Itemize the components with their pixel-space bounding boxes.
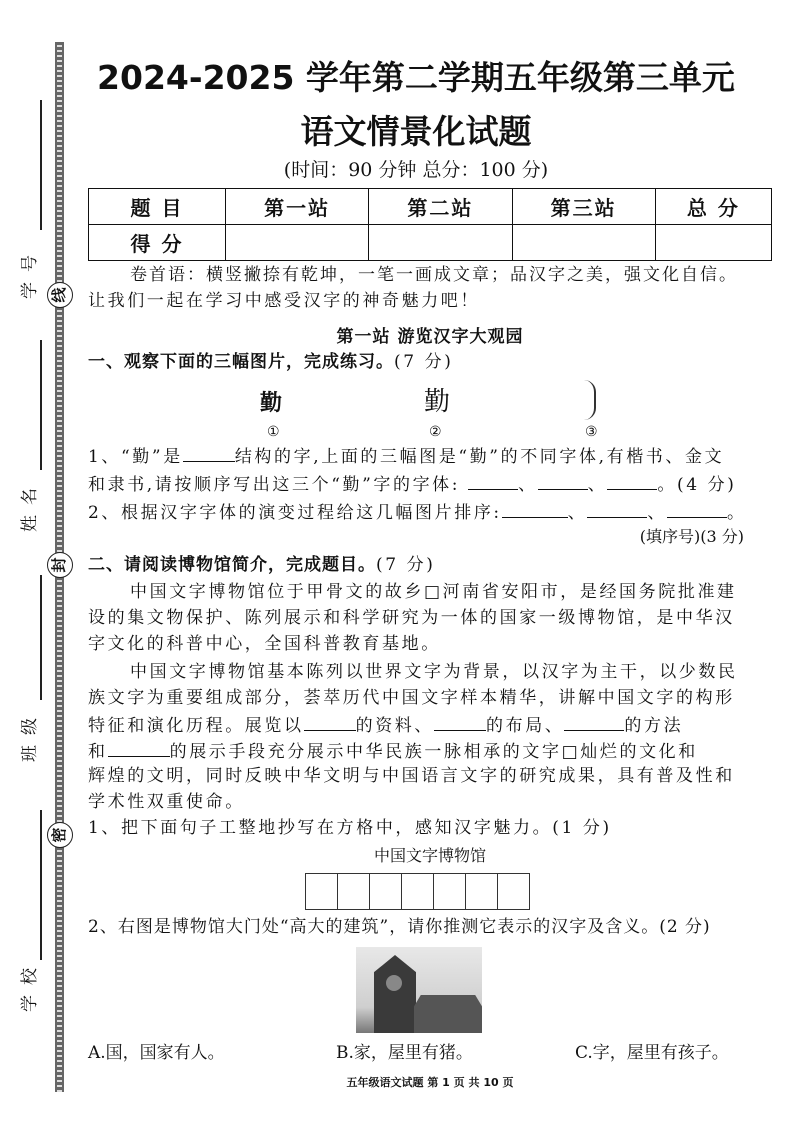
q-text: 。: [726, 503, 747, 523]
answer-blank[interactable]: [587, 499, 647, 518]
q-text: 、: [587, 475, 608, 495]
q-text: 2、根据汉字字体的演变过程给这几幅图片排序:: [88, 503, 502, 523]
exam-info: (时间：90 分钟 总分：100 分): [283, 159, 549, 181]
header-cell: 第三站: [512, 189, 655, 225]
seal-secret: 密: [47, 822, 73, 848]
question-score: (7 分): [394, 352, 454, 372]
q2-note: (填序号)(3 分): [639, 527, 744, 546]
answer-blank[interactable]: [434, 712, 486, 731]
answer-blank[interactable]: [183, 443, 235, 462]
q-text: 、: [518, 475, 538, 495]
answer-blank[interactable]: [607, 471, 657, 490]
page-title-line2: 语文情景化试题: [300, 112, 532, 151]
score-cell[interactable]: [512, 225, 655, 261]
grid-cell[interactable]: [402, 874, 434, 909]
sub-question-1: 1、把下面句子工整地抄写在方格中，感知汉字魅力。(1 分): [88, 818, 612, 838]
score-cell[interactable]: [226, 225, 369, 261]
question-score: (7 分): [376, 555, 436, 575]
glyph-number: ②: [429, 424, 442, 440]
para-text: 的方法: [624, 716, 684, 736]
glyph-number: ①: [267, 424, 280, 440]
answer-blank[interactable]: [667, 499, 727, 518]
grid-cell[interactable]: [338, 874, 370, 909]
intro-line: 让我们一起在学习中感受汉字的神奇魅力吧！: [88, 291, 480, 311]
museum-gate-photo: [356, 947, 482, 1033]
answer-blank[interactable]: [304, 712, 356, 731]
score-cell[interactable]: [369, 225, 512, 261]
writing-grid[interactable]: [305, 873, 530, 910]
q-text: 和隶书,请按顺序写出这三个“勤”字的字体:: [88, 475, 461, 495]
para-line: 学术性双重使命。: [88, 792, 245, 812]
grid-cell[interactable]: [306, 874, 338, 909]
name-line: [40, 340, 42, 470]
q-text: 1、“勤”是: [88, 447, 183, 467]
score-table: [88, 188, 772, 261]
q-text: 、: [647, 503, 667, 523]
answer-blank[interactable]: [502, 499, 568, 518]
para-line: 族文字为重要组成部分，荟萃历代中国文字样本精华，讲解中国文字的构形: [88, 688, 735, 708]
para-line: 设的集文物保护、陈列展示和科学研究为一体的国家一级博物馆，是中华汉: [88, 608, 735, 628]
glyph-kaishu: 勤: [260, 390, 283, 416]
q-text: 。(4 分): [657, 475, 737, 495]
para-text: 的展示手段充分展示中华民族一脉相承的文字□灿烂的文化和: [169, 742, 698, 762]
sub-question-2: 2、右图是博物馆大门处“高大的建筑”，请你推测它表示的汉字及含义。(2 分): [88, 917, 711, 937]
option-b[interactable]: B.家，屋里有猪。: [336, 1043, 473, 1063]
seal-line: 线: [47, 282, 73, 308]
grid-cell[interactable]: [498, 874, 529, 909]
para-text: 特征和演化历程。展览以: [88, 716, 304, 736]
seal-seal: 封: [47, 552, 73, 578]
name-label: 姓名: [20, 478, 40, 532]
class-label: 班级: [20, 708, 40, 762]
header-cell: 题 目: [89, 189, 226, 225]
grid-cell[interactable]: [434, 874, 466, 909]
question-heading: 一、观察下面的三幅图片，完成练习。: [88, 352, 394, 372]
glyph-lishu: 勤: [424, 387, 451, 417]
score-cell[interactable]: [655, 225, 771, 261]
page-title: 2024-2025 学年第二学期五年级第三单元: [97, 58, 735, 97]
student-id-label: 学号: [20, 245, 40, 299]
q-text: 、: [567, 503, 588, 523]
score-label: 得 分: [89, 225, 226, 261]
para-line: 字文化的科普中心，全国科普教育基地。: [88, 634, 441, 654]
station-title: 第一站 游览汉字大观园: [336, 327, 524, 347]
q-text: 结构的字,上面的三幅图是“勤”的不同字体,有楷书、金文: [234, 447, 725, 467]
answer-blank[interactable]: [564, 712, 624, 731]
header-cell: 第一站: [226, 189, 369, 225]
para-text: 的布局、: [486, 716, 565, 736]
glyph-jinwen: [580, 380, 596, 420]
glyph-number: ③: [585, 424, 598, 440]
para-line: 辉煌的文明，同时反映中华文明与中国语言文字的研究成果，具有普及性和: [88, 766, 735, 786]
header-cell: 总 分: [655, 189, 771, 225]
answer-blank[interactable]: [108, 738, 170, 757]
para-text: 的资料、: [355, 716, 435, 736]
option-c[interactable]: C.字，屋里有孩子。: [575, 1043, 729, 1063]
answer-blank[interactable]: [538, 471, 588, 490]
option-a[interactable]: A.国，国家有人。: [88, 1043, 225, 1063]
para-line: 中国文字博物馆基本陈列以世界文字为背景，以汉字为主干，以少数民: [130, 662, 738, 682]
page-footer: 五年级语文试题 第 1 页 共 10 页: [346, 1076, 514, 1089]
answer-blank[interactable]: [468, 471, 518, 490]
para-line: 中国文字博物馆位于甲骨文的故乡□河南省安阳市，是经国务院批准建: [130, 582, 737, 602]
class-line: [40, 575, 42, 700]
school-label: 学校: [20, 958, 40, 1012]
copy-text: 中国文字博物馆: [373, 846, 486, 865]
grid-cell[interactable]: [466, 874, 498, 909]
question-heading: 二、请阅读博物馆简介，完成题目。: [88, 555, 376, 575]
para-text: 和: [88, 742, 108, 762]
grid-cell[interactable]: [370, 874, 402, 909]
header-cell: 第二站: [369, 189, 512, 225]
school-line: [40, 810, 42, 960]
intro-line: 卷首语：横竖撇捺有乾坤，一笔一画成文章；品汉字之美，强文化自信。: [130, 265, 738, 285]
